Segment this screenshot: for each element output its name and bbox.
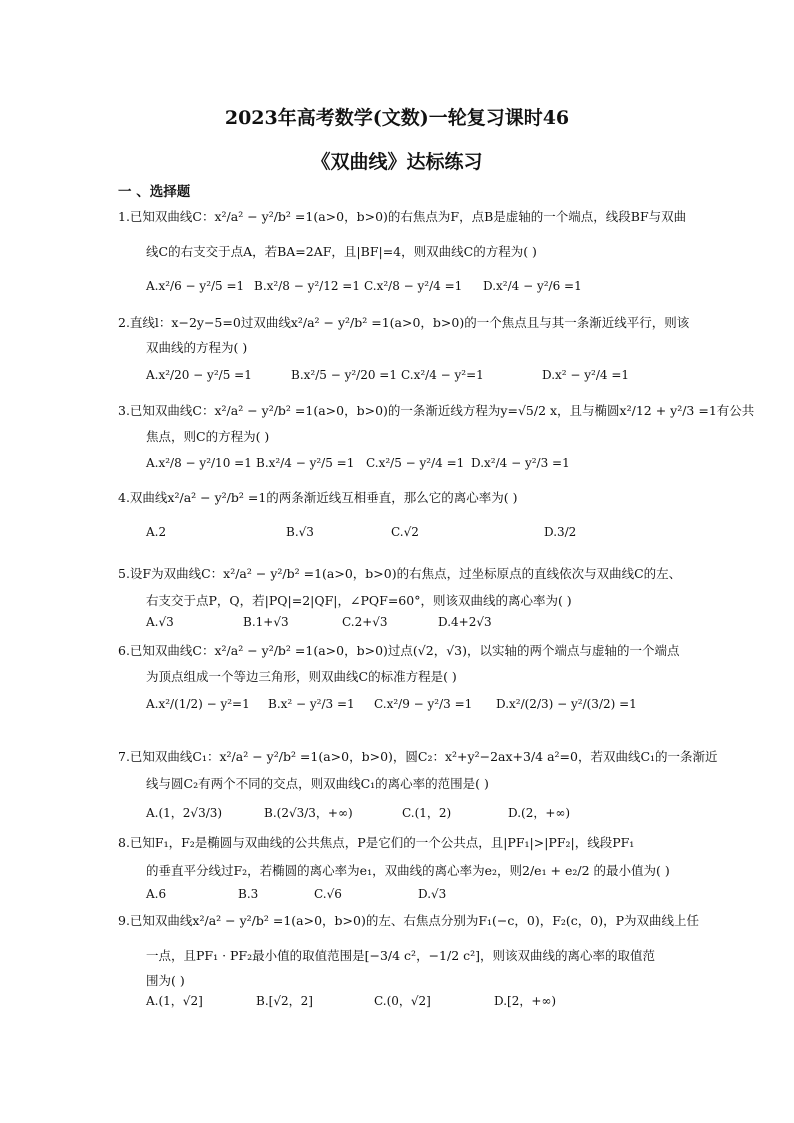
question-4-line-1: 4.双曲线x²/a² − y²/b² =1的两条渐近线互相垂直，那么它的离心率为( ) xyxy=(118,490,518,505)
question-2-line-2: 双曲线的方程为( ) xyxy=(146,340,248,355)
question-2-options xyxy=(146,368,706,388)
option-c: C.x²/4 − y²=1 xyxy=(401,368,484,382)
question-6-line-2: 为顶点组成一个等边三角形，则双曲线C的标准方程是( ) xyxy=(146,669,457,684)
question-3-options xyxy=(146,456,706,476)
option-b: B.3 xyxy=(238,887,259,901)
document-title: 2023年高考数学(文数)一轮复习课时46 xyxy=(224,107,570,129)
option-a: A.x²/8 − y²/10 =1 xyxy=(146,456,252,470)
option-d: D.4+2√3 xyxy=(438,615,492,629)
option-d: D.3/2 xyxy=(544,525,577,539)
option-c: C.√2 xyxy=(391,525,419,539)
question-7-line-1: 7.已知双曲线C₁：x²/a² − y²/b² =1(a>0，b>0)，圆C₂：x²+y²−2ax+3/4 a²=0，若双曲线C₁的一条渐近 xyxy=(118,749,718,764)
question-6-line-1: 6.已知双曲线C：x²/a² − y²/b² =1(a>0，b>0)过点(√2，√3)，以实轴的两个端点与虚轴的一个端点 xyxy=(118,643,680,658)
section-heading: 一 、选择题 xyxy=(118,184,191,200)
option-a: A.2 xyxy=(146,525,167,539)
option-d: D.[2，+∞) xyxy=(494,994,557,1008)
question-1-line-2: 线C的右支交于点A，若BA=2AF，且|BF|=4，则双曲线C的方程为( ) xyxy=(146,244,537,259)
option-b: B.1+√3 xyxy=(243,615,289,629)
option-d: D.√3 xyxy=(418,887,447,901)
question-3-line-2: 焦点，则C的方程为( ) xyxy=(146,429,270,444)
question-3-line-1: 3.已知双曲线C：x²/a² − y²/b² =1(a>0，b>0)的一条渐近线方程为y=√5/2 x，且与椭圆x²/12 + y²/3 =1有公共 xyxy=(118,403,755,418)
option-a: A.(1，√2] xyxy=(146,994,203,1008)
option-b: B.(2√3/3，+∞) xyxy=(264,806,353,820)
option-a: A.x²/(1/2) − y²=1 xyxy=(146,697,250,711)
option-d: D.x²/(2/3) − y²/(3/2) =1 xyxy=(496,697,637,711)
option-d: D.x²/4 − y²/6 =1 xyxy=(483,279,582,293)
option-c: C.x²/9 − y²/3 =1 xyxy=(374,697,473,711)
question-5-line-1: 5.设F为双曲线C：x²/a² − y²/b² =1(a>0，b>0)的右焦点，过坐标原点的直线依次与双曲线C的左、 xyxy=(118,566,682,581)
option-a: A.x²/6 − y²/5 =1 xyxy=(146,279,245,293)
question-8-options xyxy=(146,887,706,907)
option-c: C.(1，2) xyxy=(402,806,452,820)
option-c: C.x²/8 − y²/4 =1 xyxy=(364,279,463,293)
question-4-options xyxy=(146,525,706,545)
option-d: D.x² − y²/4 =1 xyxy=(542,368,630,382)
question-1-line-1: 1.已知双曲线C：x²/a² − y²/b² =1(a>0，b>0)的右焦点为F，点B是虚轴的一个端点，线段BF与双曲 xyxy=(118,209,687,224)
option-b: B.√3 xyxy=(286,525,314,539)
question-9-options xyxy=(146,992,706,1012)
question-9-line-1: 9.已知双曲线x²/a² − y²/b² =1(a>0，b>0)的左、右焦点分别为F₁(−c，0)，F₂(c，0)，P为双曲线上任 xyxy=(118,913,700,928)
question-7-options xyxy=(146,804,706,824)
question-9-line-3: 围为( ) xyxy=(146,973,185,988)
option-d: D.x²/4 − y²/3 =1 xyxy=(471,456,570,470)
option-a: A.(1，2√3/3) xyxy=(146,806,223,820)
option-b: B.x²/4 − y²/5 =1 xyxy=(256,456,355,470)
question-8-line-1: 8.已知F₁，F₂是椭圆与双曲线的公共焦点，P是它们的一个公共点，且|PF₁|>|PF₂|，线段PF₁ xyxy=(118,835,635,850)
option-a: A.√3 xyxy=(146,615,174,629)
option-d: D.(2，+∞) xyxy=(508,806,571,820)
option-c: C.x²/5 − y²/4 =1 xyxy=(366,456,465,470)
question-8-line-2: 的垂直平分线过F₂，若椭圆的离心率为e₁，双曲线的离心率为e₂，则2/e₁ + e₂/2 的最小值为( ) xyxy=(146,863,670,878)
option-b: B.[√2，2] xyxy=(256,994,313,1008)
option-a: A.6 xyxy=(146,887,167,901)
option-b: B.x²/8 − y²/12 =1 xyxy=(254,279,360,293)
question-1-options xyxy=(146,279,706,299)
question-7-line-2: 线与圆C₂有两个不同的交点，则双曲线C₁的离心率的范围是( ) xyxy=(146,776,489,791)
option-b: B.x²/5 − y²/20 =1 xyxy=(291,368,397,382)
option-c: C.2+√3 xyxy=(342,615,388,629)
question-5-line-2: 右支交于点P，Q，若|PQ|=2|QF|，∠PQF=60°，则该双曲线的离心率为( ) xyxy=(146,593,572,608)
option-c: C.√6 xyxy=(314,887,342,901)
question-2-line-1: 2.直线l：x−2y−5=0过双曲线x²/a² − y²/b² =1(a>0，b>0)的一个焦点且与其一条渐近线平行，则该 xyxy=(118,315,690,330)
question-6-options xyxy=(146,697,706,717)
option-b: B.x² − y²/3 =1 xyxy=(268,697,355,711)
option-a: A.x²/20 − y²/5 =1 xyxy=(146,368,252,382)
document-subtitle: 《双曲线》达标练习 xyxy=(311,151,483,173)
option-c: C.(0，√2] xyxy=(374,994,431,1008)
question-9-line-2: 一点，且PF₁ · PF₂最小值的取值范围是[−3/4 c²，−1/2 c²]，则该双曲线的离心率的取值范 xyxy=(146,948,656,963)
question-5-options xyxy=(146,615,706,635)
